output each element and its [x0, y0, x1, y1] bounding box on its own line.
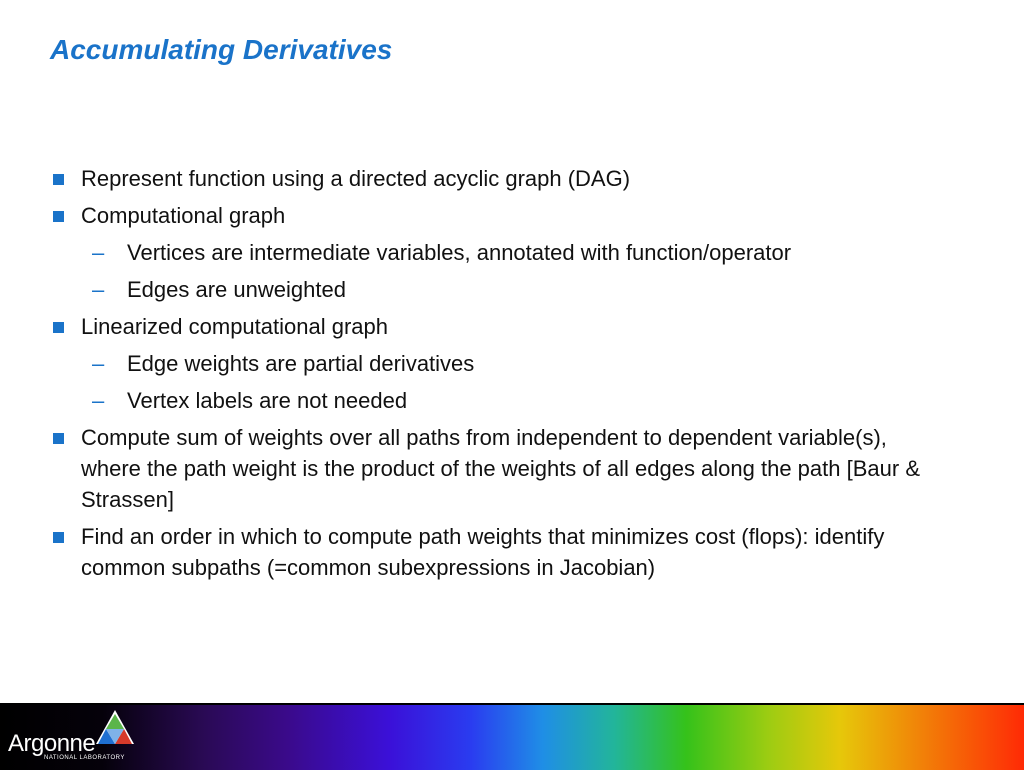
bullet-text: Compute sum of weights over all paths from independent to dependent variable(s), where the path weight is the product of the weights of all edges along the path [Baur & Strassen]	[81, 425, 920, 512]
dash-marker: –	[92, 351, 105, 376]
argonne-logo	[8, 706, 138, 764]
dash-marker: –	[92, 277, 105, 302]
bullet-text: Represent function using a directed acyclic graph (DAG)	[81, 166, 631, 191]
sub-bullet-item	[50, 385, 930, 416]
sub-bullet-text: Edge weights are partial derivatives	[127, 351, 475, 376]
sub-bullet-text: Vertex labels are not needed	[127, 388, 408, 413]
bullet-list	[50, 163, 930, 589]
bullet-item	[50, 422, 930, 515]
sub-bullet-text: Vertices are intermediate variables, annotated with function/operator	[127, 240, 792, 265]
bullet-item	[50, 521, 930, 583]
bullet-item	[50, 311, 930, 342]
square-bullet-icon	[53, 174, 64, 185]
argonne-triangle-logo	[94, 708, 136, 748]
sub-bullet-item	[50, 237, 930, 268]
sub-bullet-item	[50, 274, 930, 305]
logo-subtext: NATIONAL LABORATORY	[44, 755, 125, 761]
square-bullet-icon	[53, 322, 64, 333]
bullet-text: Linearized computational graph	[81, 314, 388, 339]
dash-marker: –	[92, 240, 105, 265]
logo-text: Argonne	[8, 730, 96, 757]
footer-gradient-bar	[0, 703, 1024, 770]
square-bullet-icon	[53, 532, 64, 543]
bullet-item	[50, 200, 930, 231]
dash-marker: –	[92, 388, 105, 413]
bullet-text: Find an order in which to compute path weights that minimizes cost (flops): identify common subpaths (=common subexpressions in Jacobian)	[81, 524, 885, 580]
bullet-item	[50, 163, 930, 194]
sub-bullet-item	[50, 348, 930, 379]
bullet-text: Computational graph	[81, 203, 286, 228]
sub-bullet-text: Edges are unweighted	[127, 277, 346, 302]
square-bullet-icon	[53, 211, 64, 222]
square-bullet-icon	[53, 433, 64, 444]
slide-title: Accumulating Derivatives	[50, 34, 393, 65]
